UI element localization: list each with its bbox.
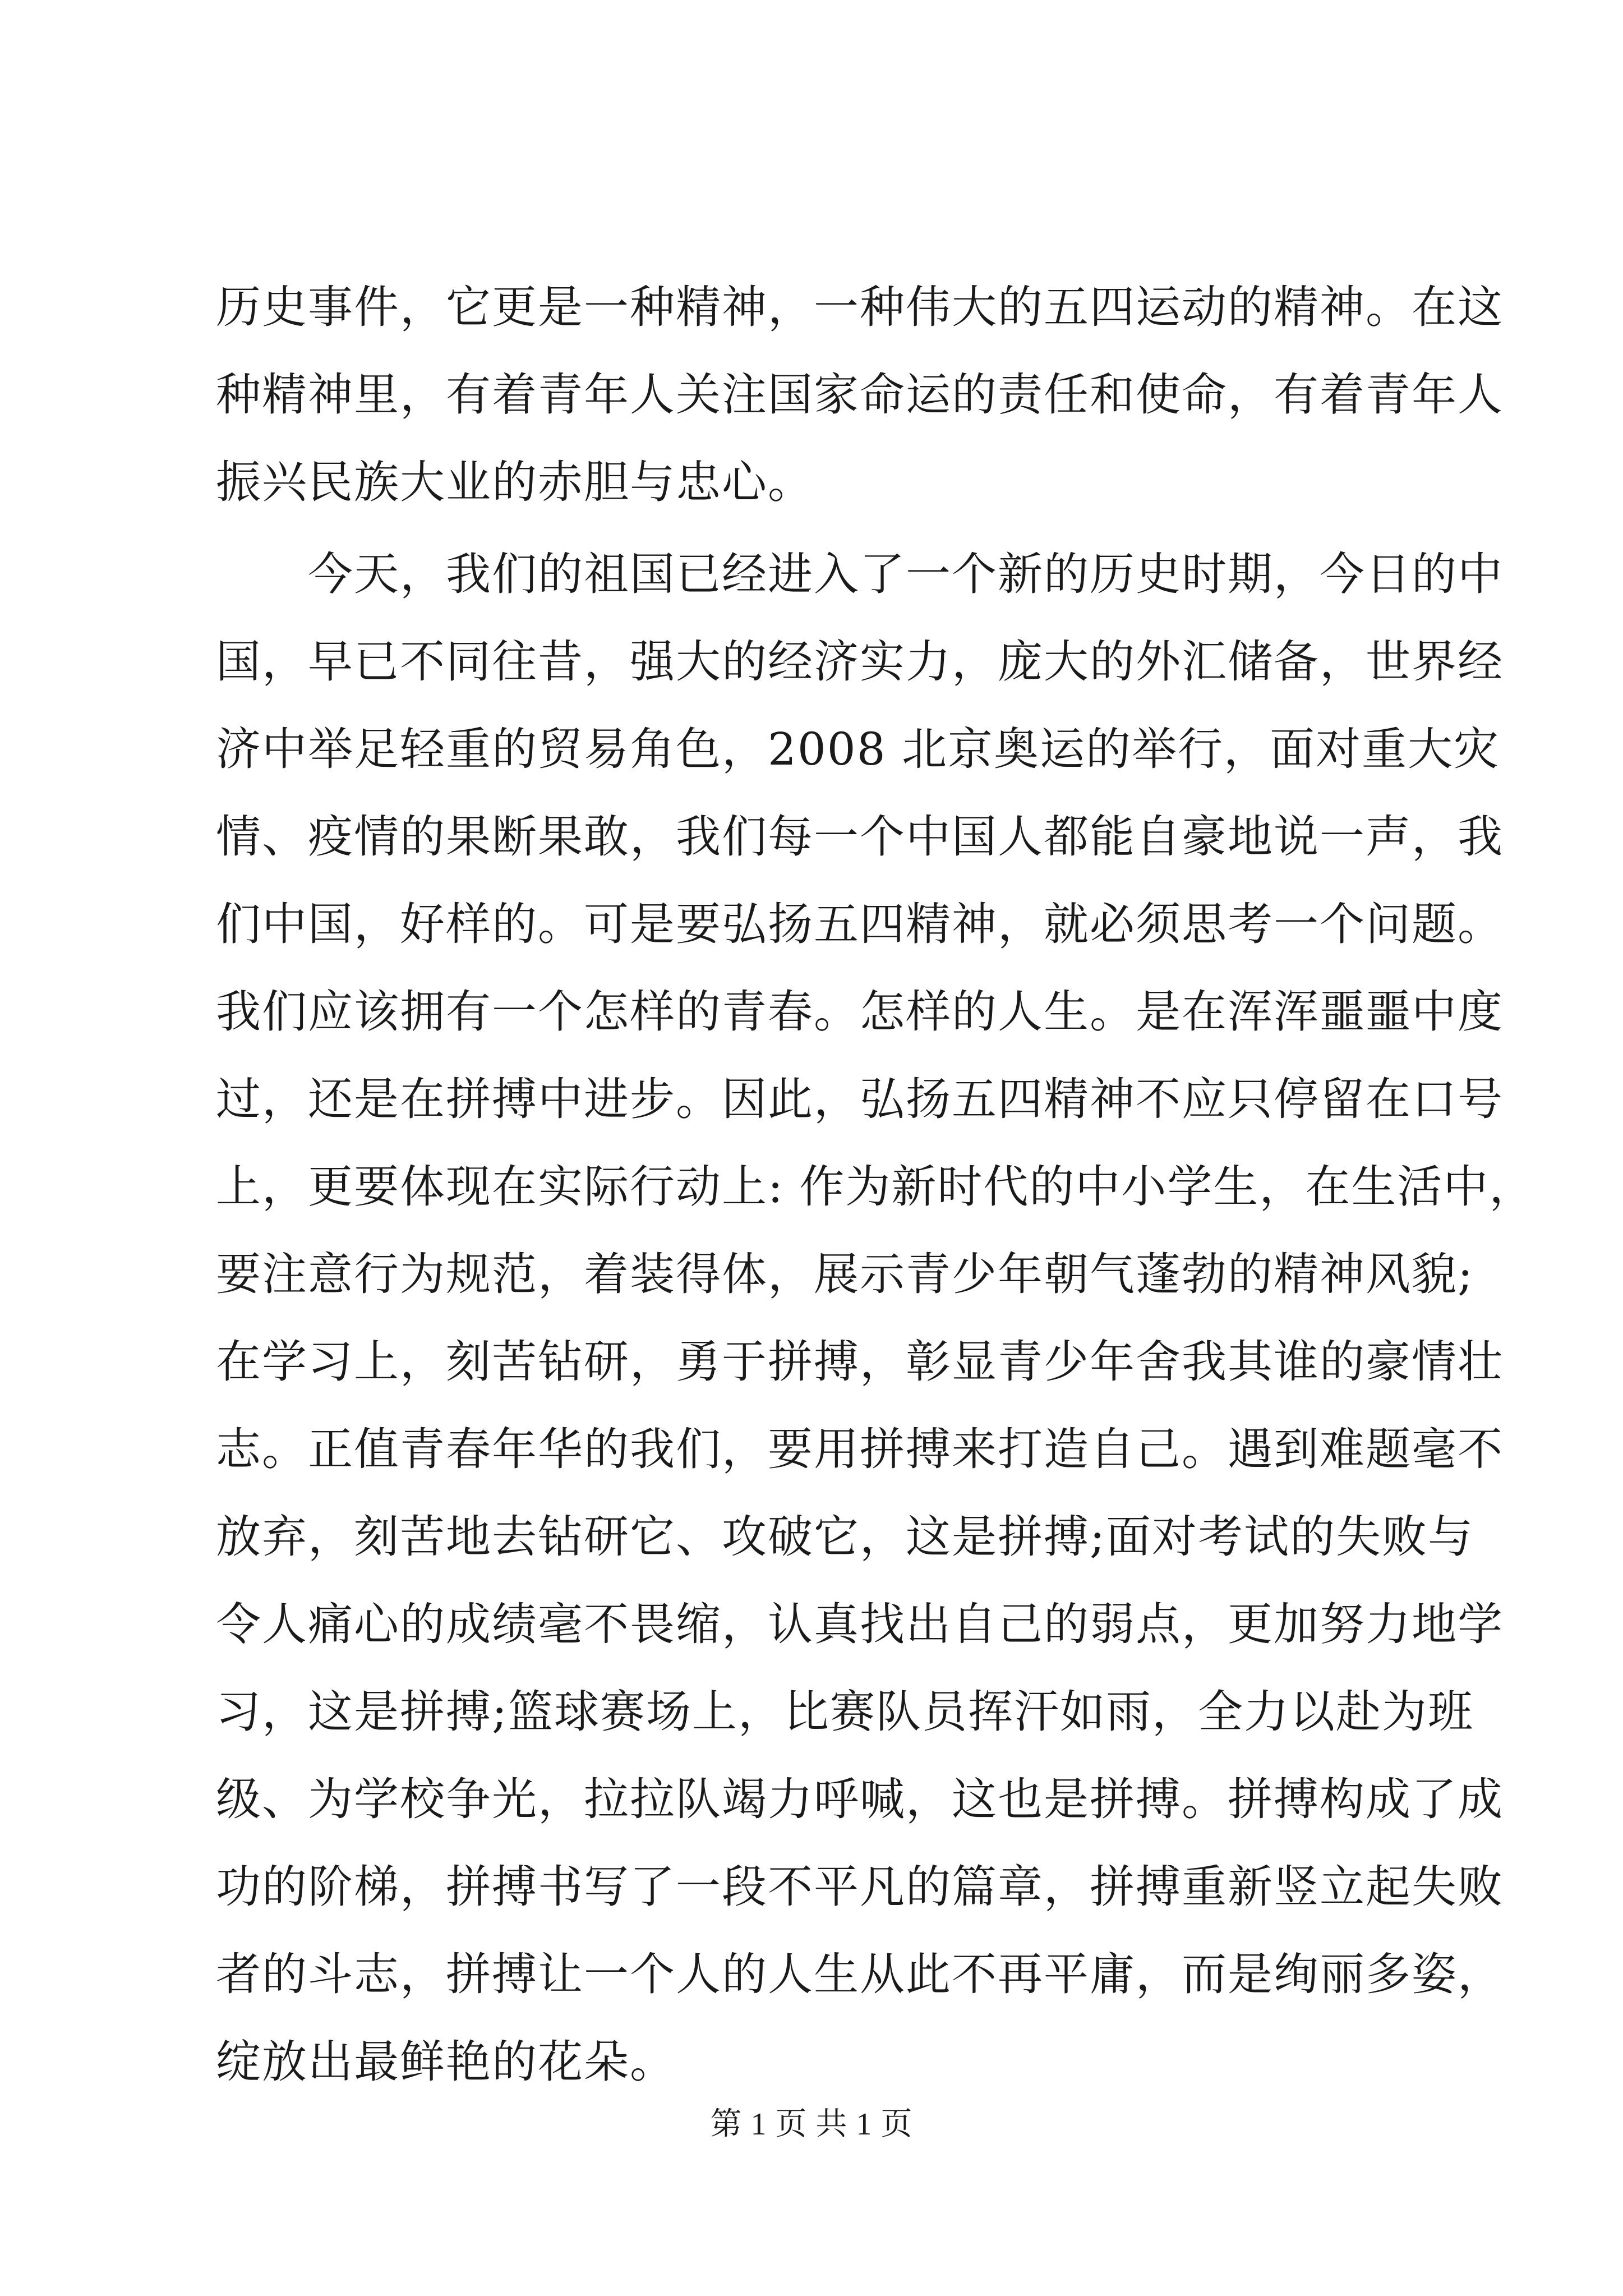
text-line: 要注意行为规范，着装得体，展示青少年朝气蓬勃的精神风貌;: [216, 1248, 1474, 1300]
text-line: 放弃，刻苦地去钻研它、攻破它，这是拼搏;面对考试的失败与: [216, 1511, 1474, 1563]
text-line: 振兴民族大业的赤胆与忠心。: [216, 456, 814, 508]
text-line: 过，还是在拼搏中进步。因此，弘扬五四精神不应只停留在口号: [216, 1073, 1504, 1125]
text-line: 情、疫情的果断果敢，我们每一个中国人都能自豪地说一声，我: [216, 811, 1504, 863]
text-line: 历史事件，它更是一种精神，一种伟大的五四运动的精神。在这: [216, 281, 1504, 333]
text-line: 令人痛心的成绩毫不畏缩，认真找出自己的弱点，更加努力地学: [216, 1598, 1504, 1650]
text-line: 习，这是拼搏;篮球赛场上，比赛队员挥汗如雨，全力以赴为班: [216, 1686, 1474, 1738]
page-footer: 第 1 页 共 1 页: [710, 2107, 913, 2142]
text-line: 功的阶梯，拼搏书写了一段不平凡的篇章，拼搏重新竖立起失败: [216, 1861, 1504, 1913]
text-line: 志。正值青春年华的我们，要用拼搏来打造自己。遇到难题毫不: [216, 1423, 1504, 1475]
text-line: 种精神里，有着青年人关注国家命运的责任和使命，有着青年人: [216, 369, 1504, 421]
text-line: 今天，我们的祖国已经进入了一个新的历史时期，今日的中: [216, 548, 1504, 600]
paragraph-spacing: [216, 526, 1422, 531]
text-line: 绽放出最鲜艳的花朵。: [216, 2036, 676, 2088]
text-line: 上，更要体现在实际行动上: 作为新时代的中小学生，在生活中，: [216, 1161, 1536, 1213]
paragraph-1: [216, 264, 1504, 526]
text-line: 级、为学校争光，拉拉队竭力呼喊，这也是拼搏。拼搏构成了成: [216, 1773, 1504, 1825]
body-text: [216, 264, 1536, 2106]
text-line: 国，早已不同往昔，强大的经济实力，庞大的外汇储备，世界经: [216, 636, 1504, 688]
paragraph-2: [216, 531, 1536, 2106]
text-line: 们中国，好样的。可是要弘扬五四精神，就必须思考一个问题。: [216, 898, 1504, 950]
text-line: 我们应该拥有一个怎样的青春。怎样的人生。是在浑浑噩噩中度: [216, 986, 1504, 1038]
text-line: 者的斗志，拼搏让一个人的人生从此不再平庸，而是绚丽多姿，: [216, 1948, 1504, 2000]
text-line: 在学习上，刻苦钻研，勇于拼搏，彰显青少年舍我其谁的豪情壮: [216, 1336, 1504, 1388]
text-line: 济中举足轻重的贸易角色，2008 北京奥运的举行，面对重大灾: [216, 723, 1500, 775]
